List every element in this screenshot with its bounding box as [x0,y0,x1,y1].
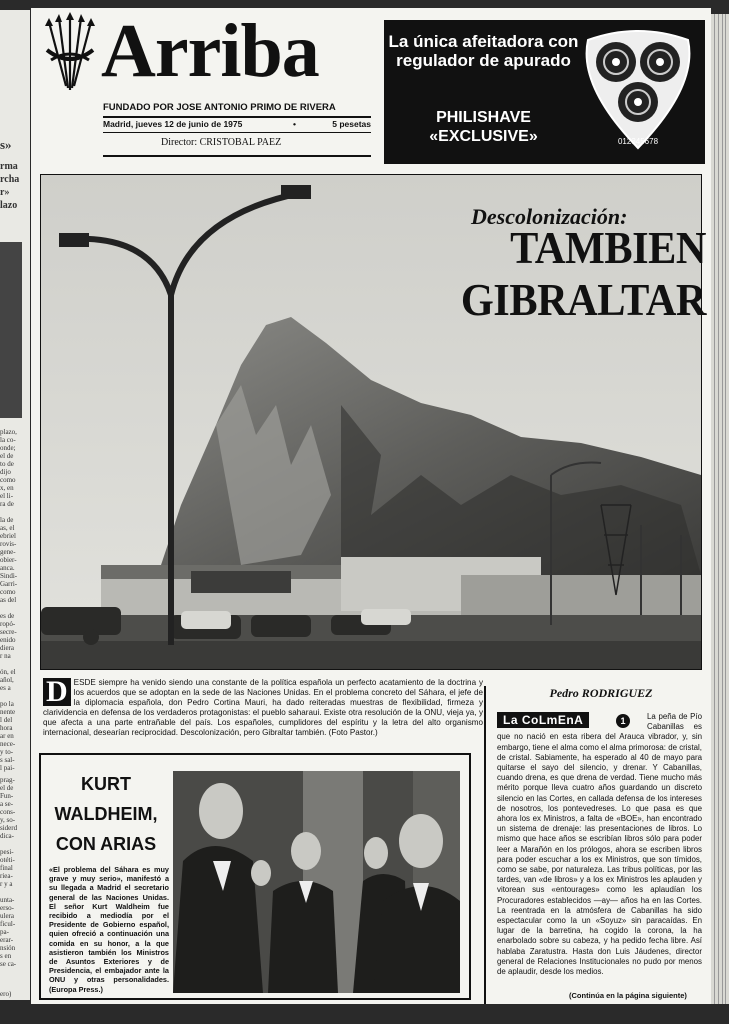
lead-story-text: ESDE siempre ha venido siendo una constante de la política española un perfecto acatamiento de la doctrina y los acuerdos que se adoptan en la sede de las Naciones Unidas. En el problema concreto del Sáhara, el jefe de la diplomacia española, don Pedro Cortina Mauri, ha dado reiteradas muestras de flexibilidad, firmeza y clarividencia en defensa de los verdaderos protagonistas: el pueblo saharaui. Existe otra resolución de la ONU, vieja ya, y que afecta a una parte entrañable del país. Los españoles, cumplidores del espíritu y la letra del alto organismo internacional, desearían reciprocidad. Descolonización, pero Gibraltar también. (Foto Pastor.) [43,678,483,737]
waldheim-story-text: «El problema del Sáhara es muy grave y muy serio», manifestó a su llegada a Madrid el secretario general de las Naciones Unidas. El señor Kurt Waldheim fue recibido a mediodía por el Presidente de Gobierno español, quien ofreció a continuación una comida en su honor, a la que asistieron también los Ministros de Asuntos Exteriores y de Presidencia, el embajador ante la ONU y otras personalidades. (Europa Press.) [49,865,169,994]
waldheim-headline [47,769,165,859]
waldheim-headline-line2: WALDHEIM, [54,804,158,824]
shaver-heads-icon [578,26,698,158]
director-line: Director: CRISTOBAL PAEZ [161,137,282,148]
ad-brand [386,108,581,146]
masthead [41,9,371,162]
ad-brand-line1: PHILISHAVE [436,109,531,126]
prev-page-fragment-bottom: ero) [0,990,12,998]
dateline [103,119,371,129]
yoke-and-arrows-emblem-icon [41,12,99,92]
next-page-edge [711,14,729,1004]
column-number-badge: 1 [616,714,630,728]
ad-dial-digits: 012345678 [617,137,659,146]
newspaper-front-page [31,8,711,1004]
philishave-advertisement [384,20,705,164]
headline-kicker: Descolonización: [471,204,628,229]
prev-page-fragment-lines: rma rcha r» lazo [0,161,20,211]
lead-story-caption [43,675,483,738]
column-rule [484,686,486,1004]
dateline-bullet: • [293,119,296,129]
masthead-rule [103,116,371,118]
main-headline-line1: TAMBIEN [510,222,706,273]
waldheim-headline-line1: KURT [81,774,131,794]
prev-page-fragment-low: prag- el de Fun- a se- cons- y, so- siderd dica- pesi- otéti- final riea- r y a unta- erso- ulera ficul- pa- erar- nsión s en se ca- [0,776,18,968]
ad-slogan: La única afeitadora con regulador de apurado [388,32,579,70]
issue-price: 5 pesetas [332,119,371,129]
column-section-label: La CoLmEnA [497,712,589,728]
prev-page-fragment-top: s» [0,137,12,152]
waldheim-headline-line3: CON ARIAS [55,834,157,854]
waldheim-story-box [39,753,471,1000]
prev-page-fragment-mid: plazo, la co- onde; el de to de dijo como x, en el li- ra de la de as, el ebriel rovis- gene- obier- anca. Sindi- Garri- como as del es de ropó- secre- enido diera r na ón, el añol, es a po la nente l del hora ar en nece- y to- s sal- l pai- [0,428,18,772]
masthead-rule [103,155,371,157]
main-headline [402,222,706,326]
officials-group-photo [173,771,460,993]
column-body [497,712,702,977]
founder-line: FUNDADO POR JOSE ANTONIO PRIMO DE RIVERA [103,102,336,113]
column-text: La peña de Pío Cabanillas es que no nació en esta ribera del Arauca vibrador, y, sin embargo, tiene el alma como el alma primorosa: de cristal, de cristal. Sabiamente, ha esperado al 40 de mayo para quitarse el sayo del silencio, y drenar. Y Cabanillas, cuando drena, es que drena de verdad. Tiene mucho más mérito porque lleva cuatro años guardando un discreto silencio en las Cortes, en callada defensa de los intereses de nosotros, los pontevedreses. Lo que pasa es que ahora los ex Ministros, a falta de «BOE», han encontrado un sistema de drenaje: las presentaciones de libros. Lo mismo que hace años se escribían libros sólo para poder leer a Marañón en los prólogos, ahora se escriben libros para poder escuchar a los ex Ministros, que son tímidos, como se sabe, por naturaleza. Las tribus políticas, por las tardes, van «de libros» y a los ex Ministros les aplauden y vitorean sus «entourages» como les aplaudían los Procuradores establecidos —ay— años ha en las Cortes. La reentrada en la atmósfera de Cabanillas ha sido espectacular como la un «Soyuz» sin paracaídas. En lugar de la barretina, ha cogido la corona, la ha enarbolado sobre su cabeza, y ha pedido fecha libre. Así hablaba Zaratustra. Hasta don Luis Jáudenes, director general de Relaciones Institucionales no pudo por menos de aplaudir, desde los medios. [497,712,702,977]
continued-note: (Continúa en la página siguiente) [569,991,687,1000]
newspaper-title: Arriba [101,9,319,93]
waldheim-arias-photo [173,771,460,993]
masthead-rule [103,132,371,133]
issue-date: Madrid, jueves 12 de junio de 1975 [103,119,243,129]
prev-page-photo [0,242,22,418]
drop-cap: D [43,678,71,706]
main-headline-line2: GIBRALTAR [460,274,706,325]
ad-brand-line2: «EXCLUSIVE» [429,128,538,145]
column-author: Pedro RODRIGUEZ [549,686,653,700]
previous-page-edge [0,10,30,1000]
